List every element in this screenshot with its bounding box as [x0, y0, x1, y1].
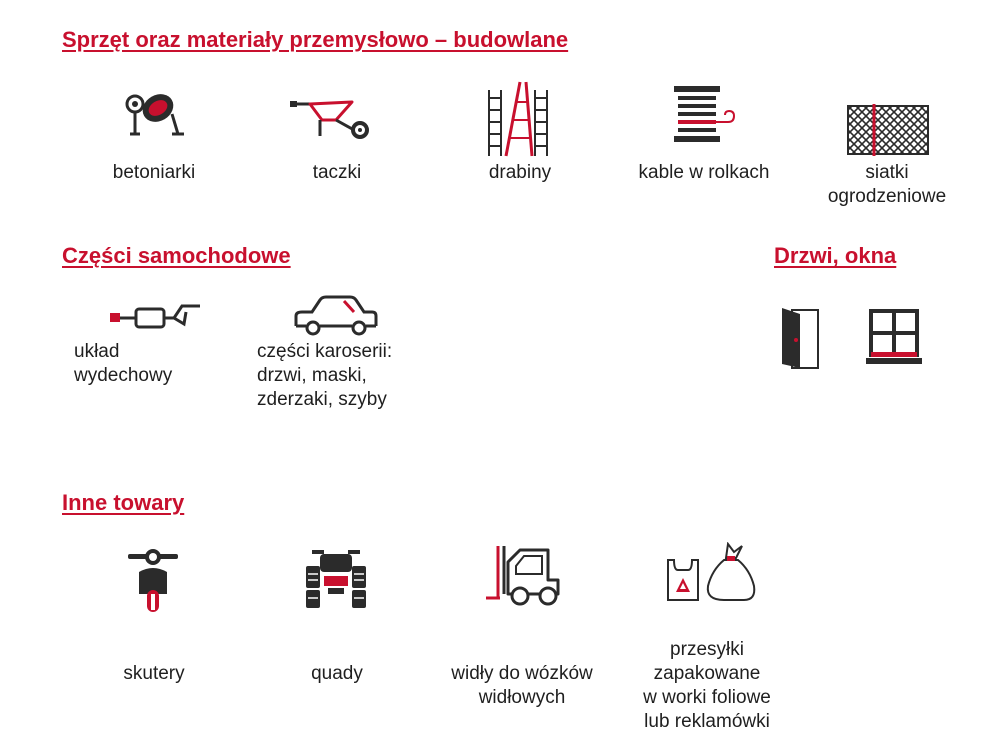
section-title-doors-windows: Drzwi, okna	[774, 243, 897, 268]
door-icon	[780, 306, 822, 370]
fence-mesh-icon	[846, 104, 930, 156]
car-body-icon	[292, 294, 380, 338]
scooter-icon	[126, 546, 180, 614]
item-label-siatki: siatki ogrodzeniowe	[827, 162, 947, 207]
item-label-drabiny: drabiny	[488, 162, 552, 183]
item-label-betoniarki: betoniarki	[112, 162, 196, 183]
item-label-przesylki: przesyłki zapakowane w worki foliowe lub reklamówki	[643, 639, 771, 732]
exhaust-system-icon	[110, 298, 202, 338]
section-title-automotive: Części samochodowe	[62, 243, 291, 268]
item-label-kable: kable w rolkach	[638, 162, 770, 183]
item-label-quady: quady	[311, 663, 363, 684]
wheelbarrow-icon	[290, 92, 374, 142]
item-label-taczki: taczki	[312, 162, 362, 183]
window-icon	[866, 308, 922, 366]
item-label-widly: widły do wózków widłowych	[451, 663, 593, 708]
quad-icon	[304, 546, 368, 610]
section-title-other: Inne towary	[62, 490, 185, 515]
ladder-icon	[486, 80, 550, 158]
item-label-czesci-karoserii: części karoserii: drzwi, maski, zderzaki, szyby	[257, 341, 393, 410]
item-label-uklad-wydechowy: układ wydechowy	[74, 341, 173, 386]
forklift-icon	[484, 544, 562, 606]
item-label-skutery: skutery	[123, 663, 185, 684]
plastic-bags-icon	[664, 542, 758, 606]
concrete-mixer-icon	[122, 84, 192, 144]
cable-reel-icon	[672, 84, 742, 148]
section-title-construction: Sprzęt oraz materiały przemysłowo – budowlane	[62, 27, 569, 52]
